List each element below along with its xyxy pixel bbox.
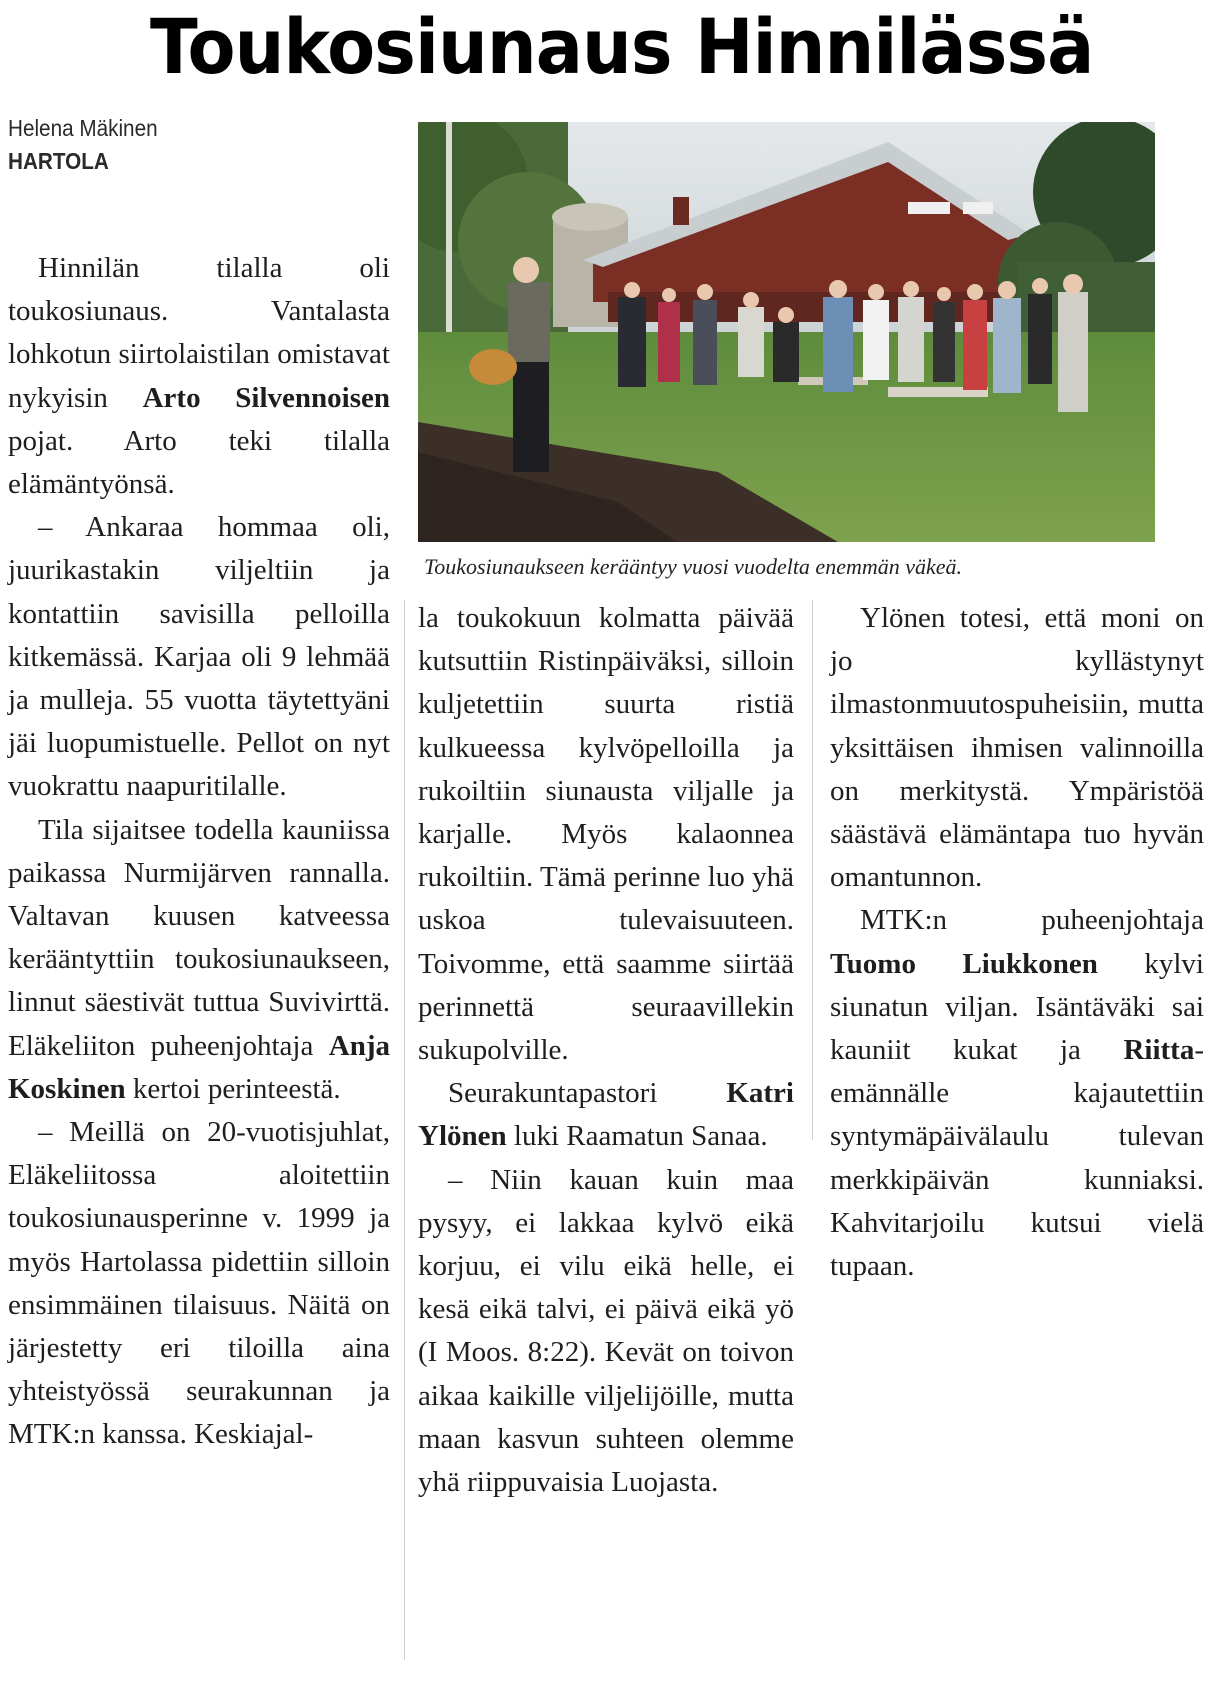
paragraph: la toukokuun kolmatta päivää kutsuttiin Ristinpäiväksi, silloin kuljetettiin suurta ristiä kulkueessa kylvöpelloilla ja rukoiltiin siunausta viljalle ja karjalle. Myös kalaonnea rukoiltiin. Tämä perinne luo yhä uskoa tulevaisuuteen. Toivomme, että saamme siirtää perinnettä seuraavillekin sukupolville. [418,602,794,1067]
byline [8,112,158,178]
text: -emännälle kajautettiin syntymäpäivälaulu tulevan merkkipäivän kunniaksi. Kahvitarjoilu kutsui vielä tupaan. [830,1034,1204,1283]
paragraph [8,809,390,1111]
text: pojat. Arto teki tilalla elämäntyönsä. [8,424,390,501]
byline-author: Helena Mäkinen [8,115,158,141]
paragraph [830,899,1204,1288]
text: luki Raamatun Sanaa. [506,1120,768,1153]
paragraph: – Ankaraa hommaa oli, juurikastakin viljeltiin ja kontattiin savisilla pelloilla kitkemässä. Karjaa oli 9 lehmää ja mulleja. 55 vuotta täytettyäni jäi luopumistuelle. Pellot on nyt vuokrattu naapuritilalle. [8,511,390,803]
paragraph: Ylönen totesi, että moni on jo kyllästynyt ilmastonmuutospuheisiin, mutta yksittäisen ihmisen valinnoilla on merkitystä. Ympäristöä säästävä elämäntapa tuo hyvän omantunnon. [830,602,1204,894]
paragraph [418,1072,794,1158]
article-column-1 [8,247,390,1457]
column-divider [404,600,405,1660]
person-name: Tuomo Liukkonen [830,947,1098,980]
person-name: Arto Silvennoisen [142,381,390,414]
article-photo [418,122,1155,542]
text: Hinnilän tilalla oli toukosiunaus. Vantalasta lohkotun siirtolaistilan omistavat nykyisin [8,252,390,414]
photo-illustration [418,122,1155,542]
article-column-2 [418,597,794,1504]
paragraph: – Meillä on 20-vuotisjuhlat, Eläkeliitossa aloitettiin toukosiunausperinne v. 1999 ja myös Hartolassa pidettiin silloin ensimmäinen tilaisuus. Näitä on järjestetty eri tiloilla aina yhteistyössä seurakunnan ja MTK:n kanssa. Keskiajal- [8,1116,390,1451]
text: MTK:n puheenjohtaja [860,904,1204,937]
person-name: Anja Koskinen [8,1029,390,1105]
person-name: Riitta [1123,1034,1195,1067]
article-column-3 [830,597,1204,1288]
headline: Toukosiunaus Hinnilässä [150,2,1094,91]
paragraph [8,247,390,506]
text: kertoi perinteestä. [125,1072,341,1105]
text: kylvi siunatun viljan. Isäntäväki sai kauniit kukat ja [830,947,1204,1067]
column-divider [812,600,813,1140]
photo-caption: Toukosiunaukseen kerääntyy vuosi vuodelta enemmän väkeä. [424,554,963,579]
byline-location: HARTOLA [8,148,109,174]
text: Seurakuntapastori [448,1077,727,1110]
text: Tila sijaitsee todella kauniissa paikassa Nurmijärven rannalla. Valtavan kuusen katveessa kerääntyttiin toukosiunaukseen, linnut säestivät tuttua Suvivirttä. Eläkeliiton puheenjohtaja [8,813,390,1062]
paragraph: – Niin kauan kuin maa pysyy, ei lakkaa kylvö eikä korjuu, ei vilu eikä helle, ei kesä eikä talvi, ei päivä eikä yö (I Moos. 8:22). Kevät on toivon aikaa kaikille viljelijöille, mutta maan kasvun suhteen olemme yhä riippuvaisia Luojasta. [418,1163,794,1499]
person-name: Katri Ylönen [418,1077,794,1153]
